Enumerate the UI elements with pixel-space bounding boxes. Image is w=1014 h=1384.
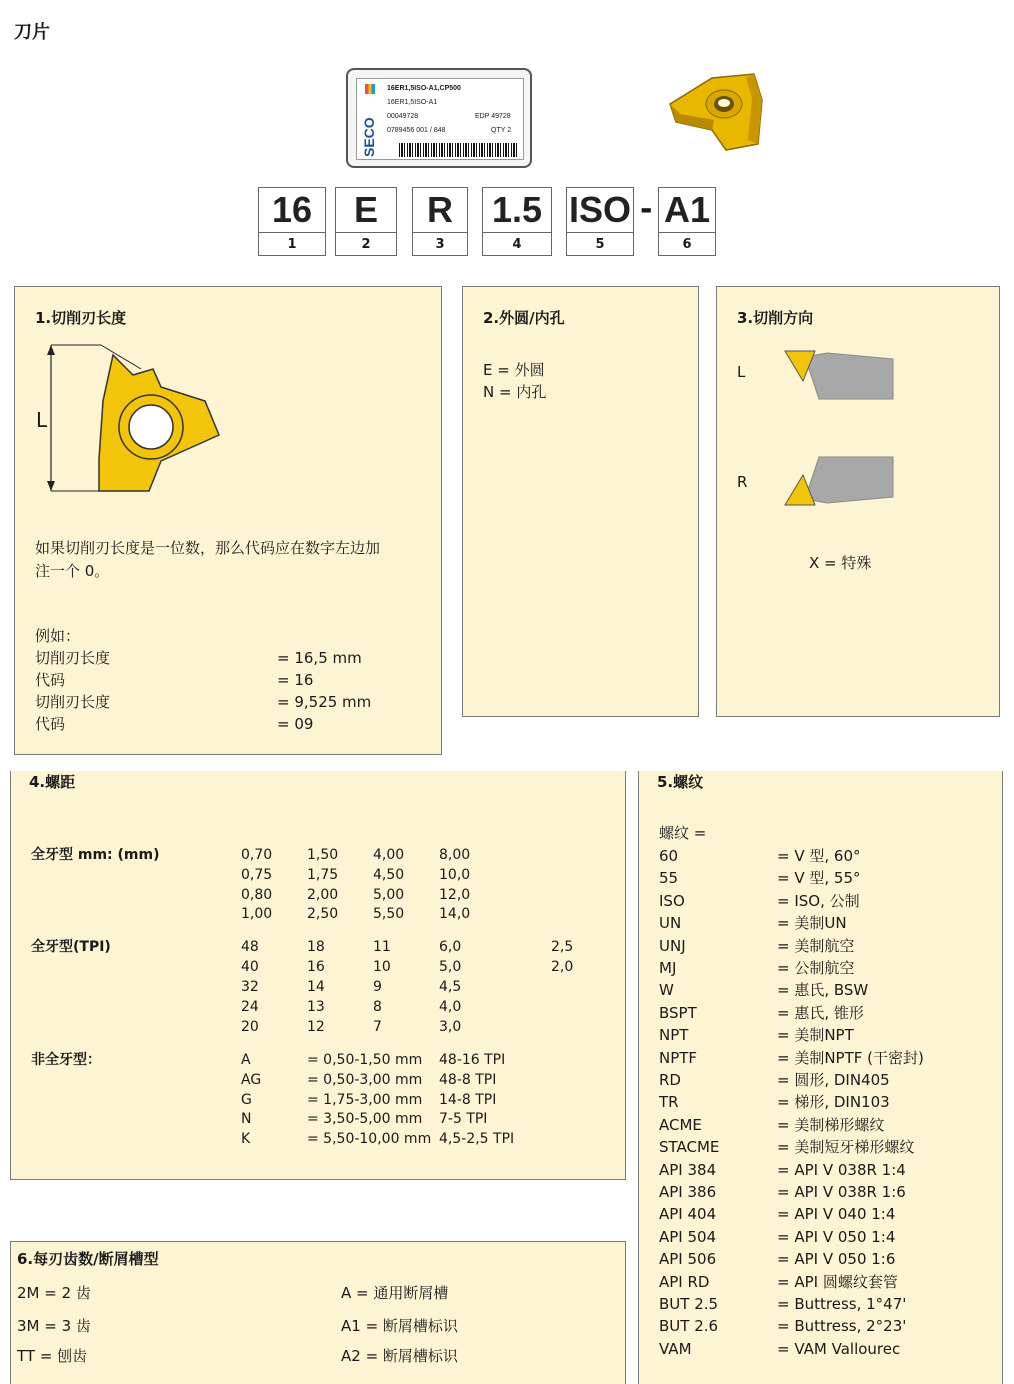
thread-code: NPTF — [659, 1048, 698, 1067]
tpi-value: 4,0 — [439, 999, 462, 1015]
teeth-item: 3M = 3 齿 — [17, 1317, 91, 1335]
thread-code: W — [659, 981, 674, 1000]
example-value: = 16 — [277, 671, 314, 689]
thread-description: = API V 050 1:6 — [777, 1250, 896, 1269]
label-line3-left: 00049728 — [387, 113, 419, 120]
chipbreaker-item: A = 通用断屑槽 — [341, 1284, 449, 1302]
tpi-value: 11 — [373, 939, 391, 955]
thread-code: VAM — [659, 1339, 692, 1358]
thread-description: = Buttress, 1°47' — [777, 1295, 907, 1313]
thread-code: MJ — [659, 959, 677, 977]
thread-code: NPT — [659, 1026, 689, 1045]
code-box-3 — [412, 187, 468, 256]
example-label: 切削刃长度 — [35, 649, 111, 667]
code-index: 4 — [512, 237, 522, 252]
example-value: = 09 — [277, 715, 314, 733]
tpi-value: 2,0 — [551, 959, 574, 975]
code-index: 5 — [595, 237, 605, 252]
code-box-2 — [335, 187, 397, 256]
special-note: X = 特殊 — [809, 554, 872, 572]
thread-code: API 404 — [659, 1205, 717, 1224]
pitch-value: 5,50 — [373, 906, 405, 922]
partial-tpi: 7-5 TPI — [439, 1111, 488, 1127]
thread-description: = ISO, 公制 — [777, 891, 860, 910]
pitch-value: 1,50 — [307, 847, 339, 863]
dimension-label: L — [36, 408, 48, 432]
code-value: R — [413, 188, 467, 233]
thread-description: = API 圆螺纹套管 — [777, 1272, 898, 1291]
pitch-value: 14,0 — [439, 906, 471, 922]
teeth-item: 2M = 2 齿 — [17, 1284, 91, 1302]
tpi-value: 40 — [241, 959, 259, 975]
code-value: A1 — [659, 188, 715, 233]
note-line-1: 如果切削刃长度是一位数，那么代码应在数字左边加 — [35, 539, 381, 557]
thread-code: RD — [659, 1071, 681, 1089]
tpi-value: 18 — [307, 939, 325, 955]
insert-photo-icon — [662, 70, 778, 154]
thread-description: = API V 038R 1:4 — [777, 1160, 906, 1179]
color-logo-icon — [365, 84, 375, 94]
example-label: 代码 — [35, 715, 66, 733]
left-hand-tool-icon — [783, 349, 895, 403]
right-hand-tool-icon — [783, 453, 895, 509]
thread-code: UNJ — [659, 936, 686, 955]
thread-code: API 386 — [659, 1183, 717, 1201]
direction-right-label: R — [737, 473, 748, 491]
partial-tpi: 48-16 TPI — [439, 1052, 506, 1068]
code-value: E — [336, 188, 396, 233]
thread-description: = 惠氏, 锥形 — [777, 1003, 864, 1022]
partial-code: N — [241, 1111, 252, 1127]
tpi-value: 7 — [373, 1019, 382, 1035]
label-line1: 16ER1,5ISO-A1,CP500 — [387, 85, 461, 92]
code-box-5 — [566, 187, 634, 256]
partial-code: G — [241, 1092, 252, 1108]
pitch-value: 2,00 — [307, 887, 339, 903]
tpi-value: 12 — [307, 1019, 325, 1035]
pitch-value: 5,00 — [373, 887, 405, 903]
tpi-value: 8 — [373, 999, 382, 1015]
pitch-value: 0,75 — [241, 867, 273, 883]
pitch-value: 12,0 — [439, 887, 471, 903]
section-title: 6.每刃齿数/断屑槽型 — [17, 1250, 159, 1268]
partial-tpi: 4,5-2,5 TPI — [439, 1131, 515, 1147]
example-value: = 9,525 mm — [277, 693, 372, 711]
pitch-value: 0,70 — [241, 847, 273, 863]
thread-description: = 美制NPT — [777, 1026, 854, 1045]
thread-description: = 圆形, DIN405 — [777, 1071, 890, 1089]
tpi-value: 13 — [307, 999, 325, 1015]
partial-range: = 0,50-3,00 mm — [307, 1072, 423, 1088]
note-line-2: 注一个 0。 — [35, 562, 110, 580]
thread-code: API 504 — [659, 1227, 717, 1246]
partial-code: AG — [241, 1072, 262, 1088]
section-cutting-length — [14, 286, 442, 755]
partial-label: 非全牙型： — [31, 1052, 101, 1068]
section-title: 3.切削方向 — [737, 309, 814, 327]
type-item: E = 外圆 — [483, 361, 545, 379]
tpi-value: 24 — [241, 999, 259, 1015]
package-label — [346, 68, 532, 168]
thread-description: = 美制梯形螺纹 — [777, 1115, 885, 1134]
tpi-value: 32 — [241, 979, 259, 995]
section-title: 1.切削刃长度 — [35, 309, 127, 327]
section-title: 5.螺纹 — [657, 773, 704, 791]
section-title: 4.螺距 — [29, 773, 76, 791]
code-box-4 — [482, 187, 552, 256]
example-label: 代码 — [35, 671, 66, 689]
tpi-value: 20 — [241, 1019, 259, 1035]
barcode-icon — [399, 143, 517, 157]
thread-code: API RD — [659, 1272, 710, 1291]
section-external-internal — [462, 286, 699, 717]
full-mm-label: 全牙型 mm: (mm) — [31, 847, 160, 863]
pitch-value: 8,00 — [439, 847, 471, 863]
thread-description: = Buttress, 2°23' — [777, 1317, 907, 1336]
partial-tpi: 48-8 TPI — [439, 1072, 497, 1088]
thread-description: = 公制航空 — [777, 959, 855, 977]
partial-code: K — [241, 1131, 251, 1147]
insert-length-diagram-icon — [41, 341, 231, 497]
code-index: 1 — [287, 237, 297, 252]
partial-code: A — [241, 1052, 251, 1068]
pitch-value: 10,0 — [439, 867, 471, 883]
example-title: 例如： — [35, 627, 81, 645]
thread-description: = VAM Vallourec — [777, 1339, 901, 1358]
code-box-1 — [258, 187, 326, 256]
thread-description: = 惠氏, BSW — [777, 981, 869, 1000]
pitch-value: 0,80 — [241, 887, 273, 903]
thread-code: API 384 — [659, 1160, 717, 1179]
seco-logo: SECO — [361, 117, 377, 157]
label-line3-right: EDP 49728 — [475, 113, 511, 120]
partial-range: = 5,50-10,00 mm — [307, 1131, 432, 1147]
label-line4-right: QTY 2 — [491, 127, 512, 134]
partial-range: = 0,50-1,50 mm — [307, 1052, 423, 1068]
tpi-value: 14 — [307, 979, 325, 995]
code-value: ISO — [567, 188, 633, 233]
example-value: = 16,5 mm — [277, 649, 362, 667]
code-index: 3 — [435, 237, 445, 252]
type-item: N = 内孔 — [483, 383, 547, 401]
teeth-item: TT = 刨齿 — [17, 1347, 88, 1365]
pitch-value: 1,00 — [241, 906, 273, 922]
thread-description: = 美制短牙梯形螺纹 — [777, 1138, 915, 1157]
example-label: 切削刃长度 — [35, 693, 111, 711]
thread-code: ISO — [659, 891, 685, 910]
thread-description: = API V 050 1:4 — [777, 1227, 896, 1246]
code-value: 16 — [259, 188, 325, 233]
tpi-value: 3,0 — [439, 1019, 462, 1035]
thread-code: BUT 2.5 — [659, 1295, 719, 1313]
thread-code: ACME — [659, 1115, 702, 1134]
label-line2: 16ER1,5ISO-A1 — [387, 99, 438, 106]
code-index: 2 — [361, 237, 371, 252]
tpi-value: 6,0 — [439, 939, 462, 955]
code-box-6 — [658, 187, 716, 256]
thread-code: 55 — [659, 869, 679, 888]
code-value: 1.5 — [483, 188, 551, 233]
thread-description: = 美制NPTF (干密封) — [777, 1048, 924, 1067]
tpi-value: 4,5 — [439, 979, 462, 995]
thread-description: = 美制航空 — [777, 936, 855, 955]
thread-code: TR — [659, 1093, 679, 1112]
section-cutting-direction — [716, 286, 1000, 717]
thread-description: = V 型, 60° — [777, 847, 861, 865]
thread-description: = 梯形, DIN103 — [777, 1093, 890, 1112]
chipbreaker-item: A1 = 断屑槽标识 — [341, 1317, 458, 1335]
section-teeth-chipbreaker — [10, 1241, 626, 1384]
full-tpi-label: 全牙型(TPI) — [31, 939, 111, 955]
thread-code: 60 — [659, 847, 679, 865]
page-title: 刀片 — [14, 22, 50, 43]
chipbreaker-item: A2 = 断屑槽标识 — [341, 1347, 458, 1365]
section-thread — [638, 771, 1003, 1384]
thread-code: UN — [659, 914, 682, 933]
pitch-value: 4,00 — [373, 847, 405, 863]
thread-description: = API V 040 1:4 — [777, 1205, 896, 1224]
label-line4-left: 0789456 001 / 848 — [387, 127, 446, 134]
thread-description: = 美制UN — [777, 914, 847, 933]
thread-description: = API V 038R 1:6 — [777, 1183, 906, 1201]
thread-code: API 506 — [659, 1250, 717, 1269]
tpi-value: 2,5 — [551, 939, 574, 955]
code-index: 6 — [682, 237, 692, 252]
tpi-value: 5,0 — [439, 959, 462, 975]
pitch-value: 2,50 — [307, 906, 339, 922]
partial-range: = 3,50-5,00 mm — [307, 1111, 423, 1127]
pitch-value: 4,50 — [373, 867, 405, 883]
thread-code: STACME — [659, 1138, 720, 1157]
partial-range: = 1,75-3,00 mm — [307, 1092, 423, 1108]
direction-left-label: L — [737, 363, 746, 381]
thread-code: BUT 2.6 — [659, 1317, 719, 1336]
thread-code: BSPT — [659, 1003, 697, 1022]
section-title: 2.外圆/内孔 — [483, 309, 565, 327]
tpi-value: 9 — [373, 979, 382, 995]
tpi-value: 10 — [373, 959, 391, 975]
package-label-inner — [356, 78, 524, 160]
tpi-value: 48 — [241, 939, 259, 955]
pitch-value: 1,75 — [307, 867, 339, 883]
thread-intro: 螺纹 = — [659, 824, 707, 842]
code-dash: - — [640, 192, 653, 227]
thread-description: = V 型, 55° — [777, 869, 861, 888]
partial-tpi: 14-8 TPI — [439, 1092, 497, 1108]
tpi-value: 16 — [307, 959, 325, 975]
section-pitch — [10, 771, 626, 1180]
